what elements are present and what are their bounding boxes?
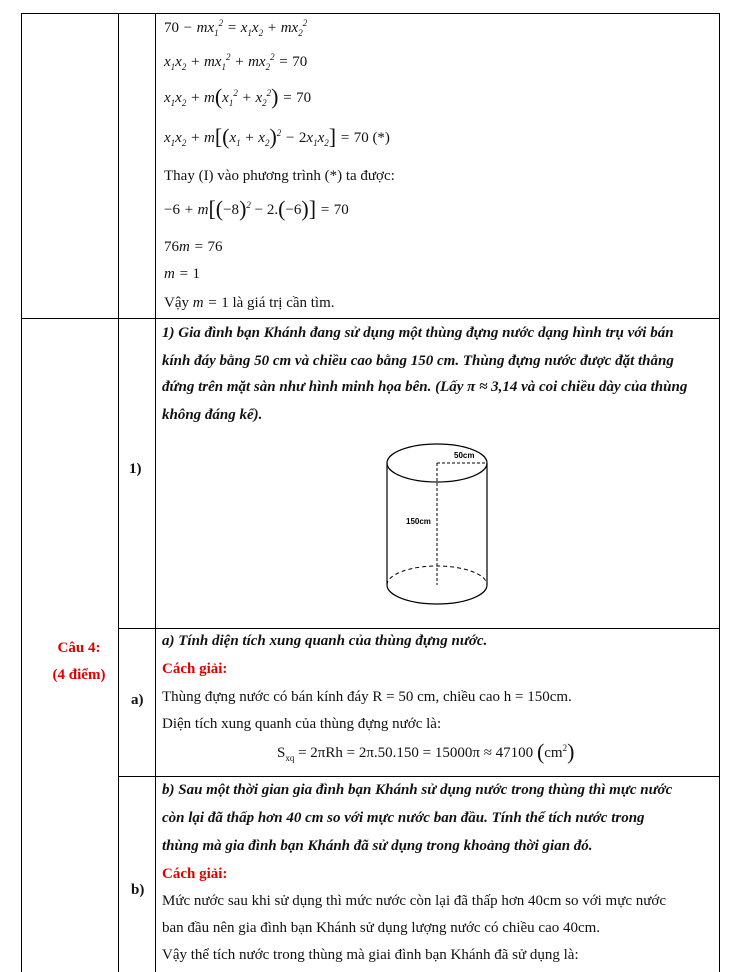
table-divider-col2 — [155, 13, 156, 972]
part-a-solution-title: Cách giải: — [162, 661, 228, 677]
row-divider-3 — [118, 776, 720, 777]
substitution-text: Thay (I) vào phương trình (*) ta được: — [164, 168, 395, 184]
equation-2: $x_1x_2 + mx_1^2 + mx_2^2 = 70$ — [164, 52, 308, 72]
part-1-line-1: 1) Gia đình bạn Khánh đang sử dụng một thùng đựng nước dạng hình trụ với bán — [162, 325, 674, 341]
part-b-question-1: b) Sau một thời gian gia đình bạn Khánh sử dụng nước trong thùng thì mực nước — [162, 782, 673, 798]
part-1-line-2: kính đáy bằng 50 cm và chiều cao bằng 150 cm. Thùng đựng nước được đặt thẳng — [162, 353, 674, 369]
question-points: (4 điểm) — [52, 667, 106, 683]
part-a-label: a) — [131, 692, 144, 708]
part-a-formula: $S_{xq} = 2\pi Rh = 2\pi.50.150 = 15000\pi \approx 47100$ $(cm^2)$ — [277, 739, 575, 764]
part-b-line-3: Vậy thể tích nước trong thùng mà giai đình bạn Khánh đã sử dụng là: — [162, 947, 579, 963]
part-b-solution-title: Cách giải: — [162, 866, 228, 882]
equation-1: $70 - mx_1^2 = x_1x_2 + mx_2^2$ — [164, 18, 308, 38]
equation-7: m = 1 — [164, 266, 200, 282]
table-border-left — [21, 13, 22, 972]
part-a-line-2: Diện tích xung quanh của thùng đựng nước là: — [162, 716, 442, 732]
height-label: 150cm — [406, 517, 431, 526]
part-b-question-3: thùng mà gia đình bạn Khánh đã sử dụng trong khoảng thời gian đó. — [162, 838, 593, 854]
equation-6: 76m = 76 — [164, 239, 223, 255]
row-divider-2 — [118, 628, 720, 629]
table-border-right — [719, 13, 720, 972]
part-b-line-1: Mức nước sau khi sử dụng thì mức nước còn lại đã thấp hơn 40cm so với mực nước — [162, 893, 666, 909]
part-b-question-2: còn lại đã thấp hơn 40 cm so với mực nước ban đầu. Tính thể tích nước trong — [162, 810, 645, 826]
equation-5: $-6 + m[(-8)^2 - 2.(-6)] = 70$ — [164, 196, 349, 221]
part-1-line-3: đứng trên mặt sàn như hình minh họa bên. (Lấy π ≈ 3,14 và coi chiều dày của thùng — [162, 379, 688, 395]
cylinder-figure — [380, 432, 500, 622]
radius-label: 50cm — [454, 451, 475, 460]
part-1-label: 1) — [129, 461, 142, 477]
equation-3: $x_1x_2 + m(x_1^2 + x_2^2) = 70$ — [164, 84, 312, 109]
equation-4: $x_1x_2 + m[(x_1 + x_2)^2 - 2x_1x_2] = 70$ (*) — [164, 124, 390, 149]
table-border-top — [21, 13, 720, 14]
table-divider-col1 — [118, 13, 119, 972]
part-a-line-1: Thùng đựng nước có bán kính đáy R = 50 cm, chiều cao h = 150cm. — [162, 689, 572, 705]
conclusion-line: Vậy m = 1 là giá trị cần tìm. — [164, 295, 335, 311]
part-b-label: b) — [131, 882, 145, 898]
question-label: Câu 4: — [57, 640, 101, 656]
part-1-line-4: không đáng kể). — [162, 407, 263, 423]
part-b-line-2: ban đầu nên gia đình bạn Khánh sử dụng lượng nước có chiều cao 40cm. — [162, 920, 601, 936]
part-a-question: a) Tính diện tích xung quanh của thùng đựng nước. — [162, 633, 488, 649]
row-divider-1 — [21, 318, 720, 319]
